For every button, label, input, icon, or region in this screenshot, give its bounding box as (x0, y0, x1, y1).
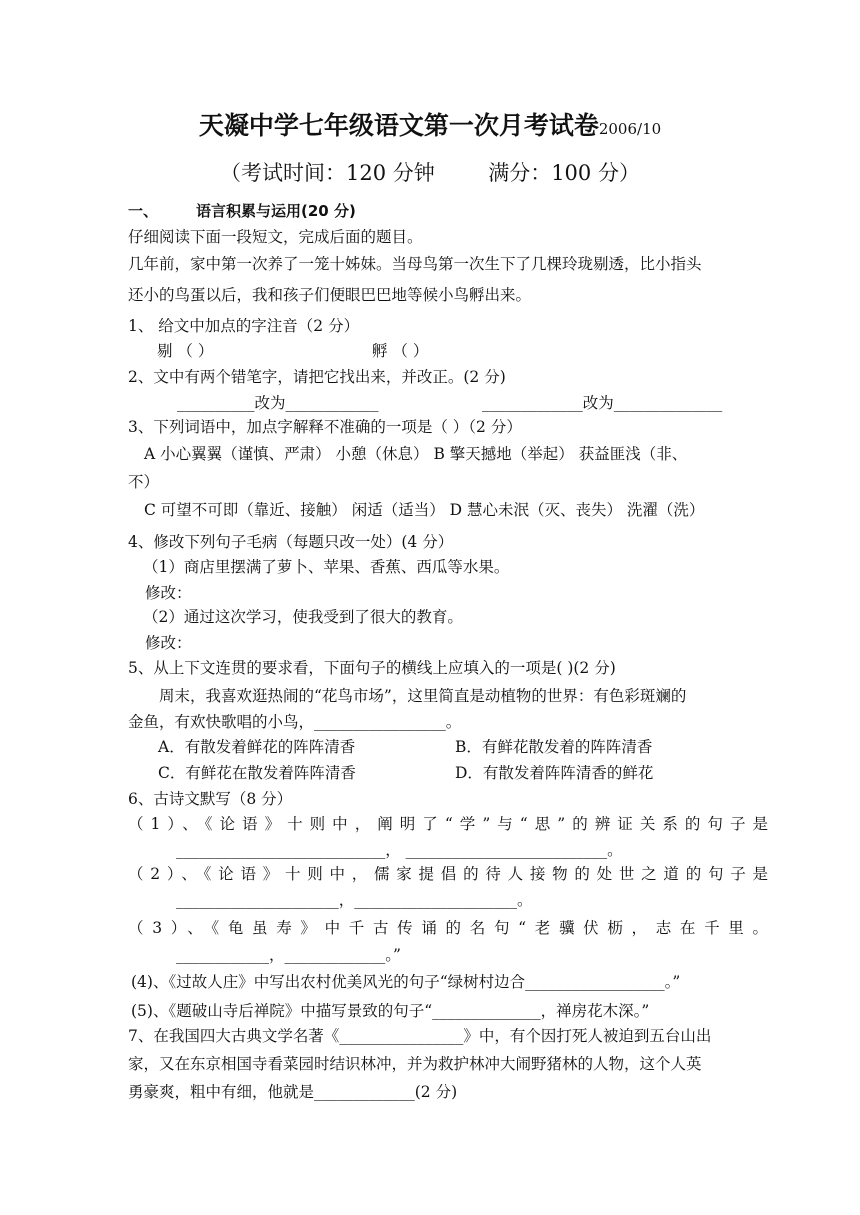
section-number: 一、 (128, 202, 159, 220)
question-7-line: 勇豪爽，粗中有细，他就是_____________(2 分) (128, 1083, 458, 1101)
question-6-item: (5)、《题破山寺后禅院》中描写景致的句子“______________，禅房花木深。” (131, 1002, 650, 1020)
question-4-fix: 修改： (145, 584, 192, 602)
question-5-text: 金鱼，有欢快歌唱的小鸟，_________________。 (128, 713, 462, 731)
question-6-item: （3）、《龟虽寿》中千古传诵的名句“老骥伏枥，志在千里。 (128, 919, 768, 937)
title-text: 天凝中学七年级语文第一次月考试卷 (198, 111, 599, 140)
instruction: 仔细阅读下面一段短文，完成后面的题目。 (128, 228, 423, 246)
question-7-line: 家，又在东京相国寺看菜园时结识林冲，并为救护林冲大闹野猪林的人物，这个人英 (128, 1055, 702, 1073)
question-5-option: C．有鲜花在散发着阵阵清香 (158, 764, 356, 782)
exam-info: （考试时间：120 分钟 满分：100 分） (220, 161, 640, 185)
question-6-blank: _____________________，_____________________。 (176, 891, 533, 909)
question-5-option: B．有鲜花散发着的阵阵清香 (455, 738, 653, 756)
question-6-blank: ____________，_____________。” (176, 946, 401, 964)
question-6-stem: 6、古诗文默写（8 分） (128, 790, 293, 808)
page-title (0, 106, 860, 142)
question-5-stem: 5、从上下文连贯的要求看，下面句子的横线上应填入的一项是( )(2 分) (128, 659, 616, 677)
question-4-fix: 修改： (145, 634, 192, 652)
question-2-blank: __________改为____________ (177, 394, 379, 412)
question-3-options: 不） (128, 473, 160, 491)
question-6-blank: ___________________________， __________________________。 (176, 841, 623, 859)
question-2-blank: _____________改为______________ (482, 394, 723, 412)
question-5-option: A．有散发着鲜花的阵阵清香 (158, 738, 356, 756)
question-6-item: (4)、《过故人庄》中写出农村优美风光的句子“绿树村边合__________________。” (131, 973, 681, 991)
question-3-stem: 3、下列词语中，加点字解释不准确的一项是（ ）（2 分） (128, 418, 522, 436)
question-3-options: C 可望不可即（靠近、接触） 闲适（适当） D 慧心未泯（灭、丧失） 洗濯（洗） (144, 501, 705, 519)
question-1-blank: 孵 （ ） (372, 342, 429, 360)
question-2-stem: 2、文中有两个错笔字，请把它找出来，并改正。(2 分) (128, 368, 506, 386)
question-4-sentence: （2）通过这次学习，使我受到了很大的教育。 (143, 608, 463, 626)
question-5-text: 周末，我喜欢逛热闹的“花鸟市场”，这里简直是动植物的世界：有色彩斑斓的 (159, 687, 687, 705)
question-7-line: 7、在我国四大古典文学名著《________________》中，有个因打死人被迫到五台山出 (128, 1027, 712, 1045)
question-3-options: A 小心翼翼（谨慎、严肃） 小憩（休息） B 擎天撼地（举起） 获益匪浅（非、 (144, 445, 688, 463)
question-6-item: （1）、《论语》十则中，阐明了“学”与“思”的辨证关系的句子是 (128, 815, 768, 833)
question-1-stem: 1、 给文中加点的字注音（2 分） (128, 317, 360, 335)
question-1-blank: 剔 （ ） (157, 342, 214, 360)
question-4-stem: 4、修改下列句子毛病（每题只改一处）(4 分） (128, 533, 454, 551)
question-5-option: D．有散发着阵阵清香的鲜花 (455, 764, 654, 782)
title-date: 2006/10 (598, 120, 662, 138)
question-4-sentence: （1）商店里摆满了萝卜、苹果、香蕉、西瓜等水果。 (143, 558, 510, 576)
section-heading: 语言积累与运用(20 分) (196, 202, 356, 220)
passage-line: 还小的鸟蛋以后，我和孩子们便眼巴巴地等候小鸟孵出来。 (128, 286, 532, 304)
question-6-item: （2）、《论语》十则中，儒家提倡的待人接物的处世之道的句子是 (128, 865, 768, 883)
passage-line: 几年前，家中第一次养了一笼十姊妹。当母鸟第一次生下了几棵玲珑剔透，比小指头 (128, 255, 702, 273)
